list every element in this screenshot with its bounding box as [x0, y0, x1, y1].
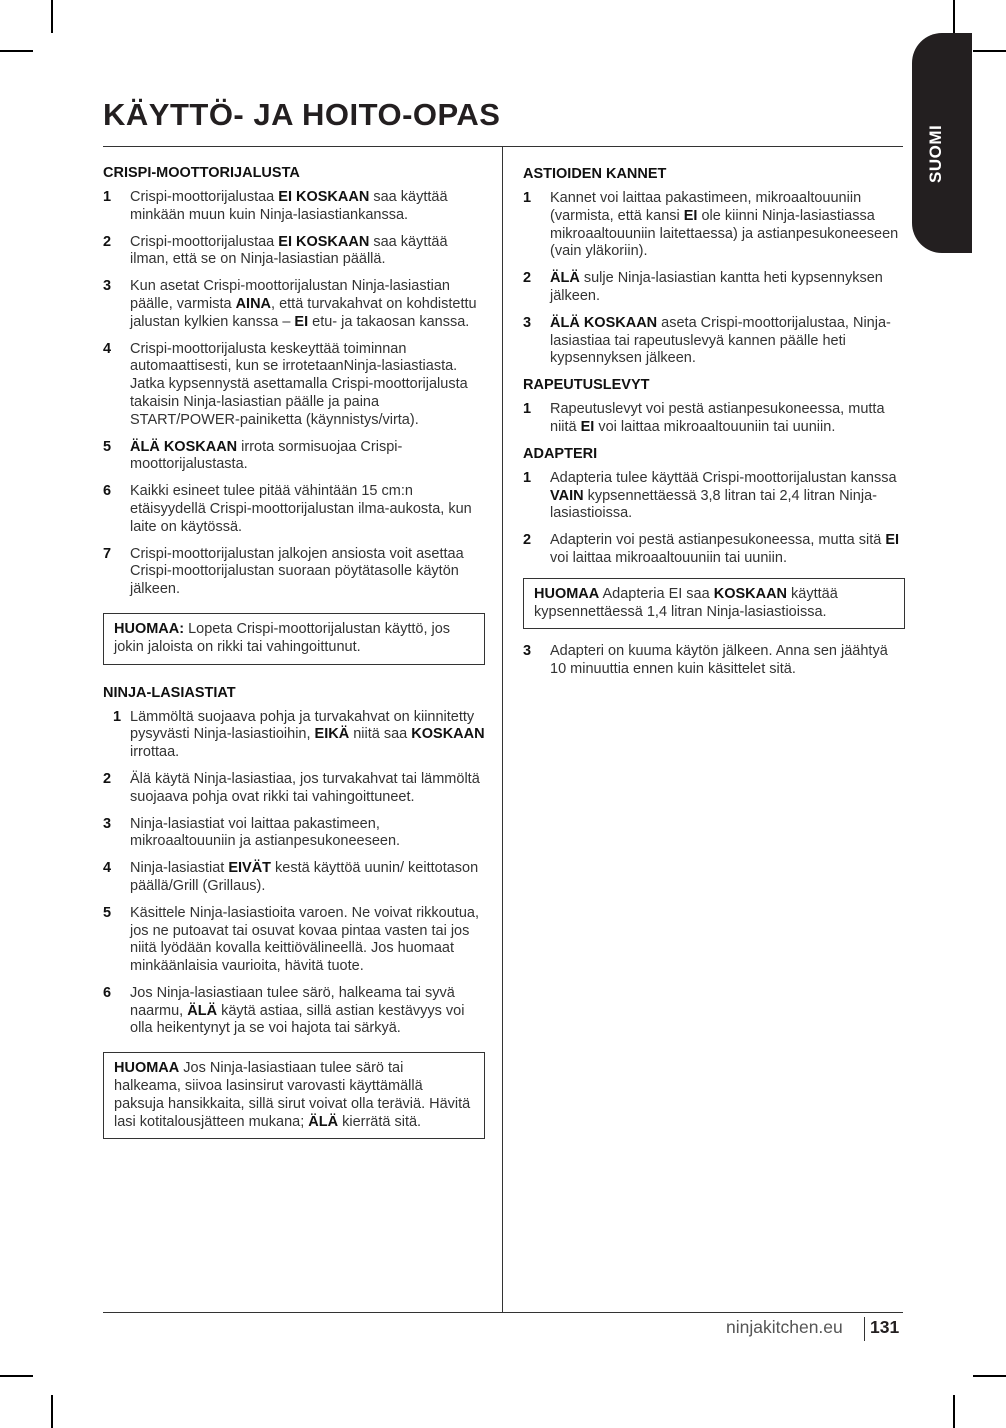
note-crispi — [103, 613, 485, 665]
emphasis-text: KOSKAAN — [713, 585, 788, 602]
crop-mark — [953, 0, 955, 33]
item-number: 2 — [523, 270, 532, 287]
emphasis-text: KOSKAAN — [411, 726, 485, 743]
text-run: Käsittele Ninja-lasiastioita varoen. Ne voivat rikkoutua, jos ne putoavat tai osuvat kovaa pintaa vasten tai jos niitä lyödään kovalla keittiövälineellä. Jos huomaat minkäänlaisia vaurioita, hävitä tuote. — [130, 904, 479, 975]
text-run: ole kiinni Ninja-lasiastiassa mikroaaltouuniin laitettaessa) ja astianpesukoneeseen (vain yläkoriin). — [550, 207, 899, 260]
emphasis-text: HUOMAA — [534, 585, 600, 602]
emphasis-text: ÄLÄ KOSKAAN — [550, 314, 658, 331]
list-item — [103, 709, 485, 762]
item-number: 1 — [523, 469, 532, 486]
list-item — [523, 643, 905, 679]
text-run: kierrätä sitä. — [338, 1113, 422, 1130]
text-run: Adapteria EI saa — [599, 585, 714, 602]
section-heading-crispi: CRISPI-MOOTTORIJALUSTA — [103, 165, 300, 181]
list-item — [103, 816, 485, 852]
item-number: 2 — [103, 233, 112, 250]
crop-mark — [973, 50, 1006, 52]
text-run: Ninja-lasiastiat voi laittaa pakastimeen, mikroaaltouuniin ja astianpesukoneeseen. — [130, 815, 401, 850]
text-run: Rapeutuslevyt voi pestä astianpesukoneessa, mutta niitä — [550, 401, 885, 435]
item-number: 6 — [103, 984, 112, 1001]
text-run: Jos Ninja-lasiastiaan tulee särö tai halkeama, siivoa lasinsirut varovasti käyttämällä paksuja hansikkaita, sillä sirut voivat olla teräviä. Hävitä lasi kotitalousjätteen mukana; — [114, 1060, 471, 1130]
crop-mark — [51, 0, 53, 33]
emphasis-text: ÄLÄ — [308, 1113, 339, 1130]
text-run: sulje Ninja-lasiastian kantta heti kypsennyksen jälkeen. — [550, 270, 883, 304]
item-number: 1 — [113, 708, 122, 725]
adapteri-list — [523, 470, 905, 568]
language-tab-label: SUOMI — [926, 124, 945, 183]
note-ninja — [103, 1052, 485, 1139]
section-heading-rapeutus: RAPEUTUSLEVYT — [523, 377, 650, 394]
text-run: kypsennettäessä 3,8 litran tai 2,4 litran Ninja-lasiastioissa. — [550, 487, 877, 522]
emphasis-text: AINA — [235, 295, 272, 312]
emphasis-text: EI — [294, 313, 309, 330]
emphasis-text: ÄLÄ — [187, 1002, 218, 1019]
crispi-list — [103, 189, 485, 599]
text-run: etu- ja takaosan kanssa. — [308, 313, 470, 330]
emphasis-text: ÄLÄ KOSKAAN — [130, 438, 238, 455]
note-adapteri — [523, 578, 905, 630]
list-item — [103, 771, 485, 807]
list-item — [523, 315, 905, 368]
item-number: 3 — [523, 314, 532, 331]
rapeutus-list — [523, 401, 905, 437]
text-run: voi laittaa mikroaaltouuniin tai uuniin. — [594, 418, 836, 435]
footer-separator — [864, 1317, 865, 1341]
text-run: Adapteria tulee käyttää Crispi-moottorijalustan kanssa — [550, 469, 897, 486]
crop-mark — [953, 1395, 955, 1428]
item-number: 6 — [103, 483, 112, 500]
left-column — [103, 165, 485, 1139]
emphasis-text: EIKÄ — [314, 726, 350, 743]
list-item — [523, 470, 905, 523]
top-rule — [103, 146, 903, 147]
text-run: voi laittaa mikroaaltouuniin tai uuniin. — [550, 549, 787, 566]
text-run: Lopeta Crispi-moottorijalustan käyttö, jos jokin jaloista on rikki tai vahingoittunut. — [114, 620, 451, 655]
text-run: , että turvakahvat on kohdistettu jalustan kylkien kanssa – — [130, 295, 477, 330]
ninja-list — [103, 709, 485, 1039]
item-number: 1 — [103, 189, 112, 205]
text-run: Crispi-moottorijalustaa — [130, 233, 279, 250]
item-number: 2 — [103, 770, 112, 787]
emphasis-text: HUOMAA: — [114, 620, 185, 637]
list-item — [103, 905, 485, 976]
crop-mark — [0, 50, 33, 52]
text-run: Kun asetat Crispi-moottorijalustan Ninja-lasiastian päälle, varmista — [130, 278, 450, 312]
text-run: irrottaa. — [130, 744, 180, 761]
emphasis-text: VAIN — [550, 487, 584, 504]
right-column — [523, 166, 905, 688]
text-run: käyttää kypsennettäessä 1,4 litran Ninja-lasiastioissa. — [534, 585, 838, 620]
item-number: 3 — [103, 815, 112, 832]
list-item — [103, 985, 485, 1038]
text-run: Crispi-moottorijalustaa — [130, 189, 279, 205]
item-number: 3 — [523, 643, 532, 660]
emphasis-text: EIVÄT — [228, 860, 272, 877]
crop-mark — [51, 1395, 53, 1428]
section-heading-kannet: ASTIOIDEN KANNET — [523, 166, 667, 182]
text-run: kestä käyttöä uunin/ keittotason päällä/Grill (Grillaus). — [130, 860, 479, 894]
text-run: Kannet voi laittaa pakastimeen, mikroaaltouuniin (varmista, että kansi — [550, 190, 862, 224]
text-run: Crispi-moottorijalustan jalkojen ansiosta voit asettaa Crispi-moottorijalustan suoraan pöytätasolle käytön jälkeen. — [130, 545, 464, 598]
emphasis-text: HUOMAA — [114, 1060, 180, 1077]
item-number: 4 — [103, 860, 112, 877]
text-run: saa käyttää ilman, että se on Ninja-lasiastian päällä. — [130, 233, 448, 268]
section-heading-ninja: NINJA-LASIASTIAT — [103, 684, 236, 701]
text-run: aseta Crispi-moottorijalustaa, Ninja-lasiastiaa tai rapeutuslevyä kannen päälle heti kypsennyksen jälkeen. — [550, 314, 891, 367]
crop-mark — [0, 1375, 33, 1377]
item-number: 1 — [523, 190, 532, 206]
text-run: Lämmöltä suojaava pohja ja turvakahvat on kiinnitetty pysyvästi Ninja-lasiastioihin, — [130, 708, 475, 743]
list-item — [103, 341, 485, 430]
text-run: Älä käytä Ninja-lasiastiaa, jos turvakahvat tai lämmöltä suojaava pohja ovat rikki tai vahingoittuneet. — [130, 770, 480, 805]
text-run: Jos Ninja-lasiastiaan tulee särö, halkeama tai syvä naarmu, — [130, 984, 455, 1019]
list-item — [103, 860, 485, 896]
section-heading-adapteri: ADAPTERI — [523, 445, 598, 462]
text-run: irrota sormisuojaa Crispi-moottorijalustasta. — [130, 438, 403, 473]
emphasis-text: EI KOSKAAN — [278, 189, 370, 205]
list-item — [103, 546, 485, 599]
item-number: 1 — [523, 401, 532, 418]
column-divider — [502, 147, 503, 1313]
emphasis-text: EI KOSKAAN — [278, 233, 370, 250]
text-run: niitä saa — [349, 726, 412, 743]
text-run: Ninja-lasiastiat — [130, 860, 229, 877]
list-item — [103, 278, 485, 331]
text-run: saa käyttää minkään muun kuin Ninja-lasiastiankanssa. — [130, 189, 448, 223]
list-item — [103, 189, 485, 225]
emphasis-text: ÄLÄ — [550, 270, 580, 287]
list-item — [523, 401, 905, 437]
list-item — [103, 483, 485, 536]
page-title: KÄYTTÖ- JA HOITO-OPAS — [103, 97, 501, 132]
emphasis-text: EI — [885, 532, 900, 549]
item-number: 4 — [103, 340, 112, 357]
text-run: Crispi-moottorijalusta keskeyttää toiminnan automaattisesti, kun se irrotetaanNinja-lasiastiasta. Jatka kypsennystä asettamalla Crispi-moottorijalusta takaisin Ninja-lasiastian päälle ja paina START/POWER-painiketta (käynnistys/virta). — [130, 340, 468, 428]
crop-mark — [973, 1375, 1006, 1377]
list-item — [103, 439, 485, 475]
adapteri-list-after — [523, 643, 905, 679]
text-run: Adapteri on kuuma käytön jälkeen. Anna sen jäähtyä 10 minuuttia ennen kuin käsittelet sitä. — [550, 643, 888, 678]
text-run: käytä astiaa, sillä astian kestävyys voi olla heikentynyt ja se voi hajota tai särkyä. — [130, 1002, 465, 1037]
item-number: 5 — [103, 438, 112, 455]
item-number: 7 — [103, 545, 112, 562]
page-number: 131 — [870, 1317, 900, 1337]
text-run: Kaikki esineet tulee pitää vähintään 15 cm:n etäisyydellä Crispi-moottorijalustan ilma-aukosta, kun laite on käytössä. — [130, 483, 472, 535]
text-run: Adapterin voi pestä astianpesukoneessa, mutta sitä — [550, 532, 886, 549]
list-item — [523, 532, 905, 568]
kannet-list — [523, 190, 905, 368]
list-item — [103, 234, 485, 270]
item-number: 3 — [103, 278, 112, 295]
list-item — [523, 190, 905, 261]
list-item — [523, 270, 905, 306]
item-number: 2 — [523, 532, 532, 549]
emphasis-text: EI — [580, 418, 595, 435]
bottom-rule — [103, 1312, 903, 1313]
emphasis-text: EI — [683, 207, 698, 224]
item-number: 5 — [103, 904, 112, 921]
footer-site: ninjakitchen.eu — [726, 1317, 843, 1337]
